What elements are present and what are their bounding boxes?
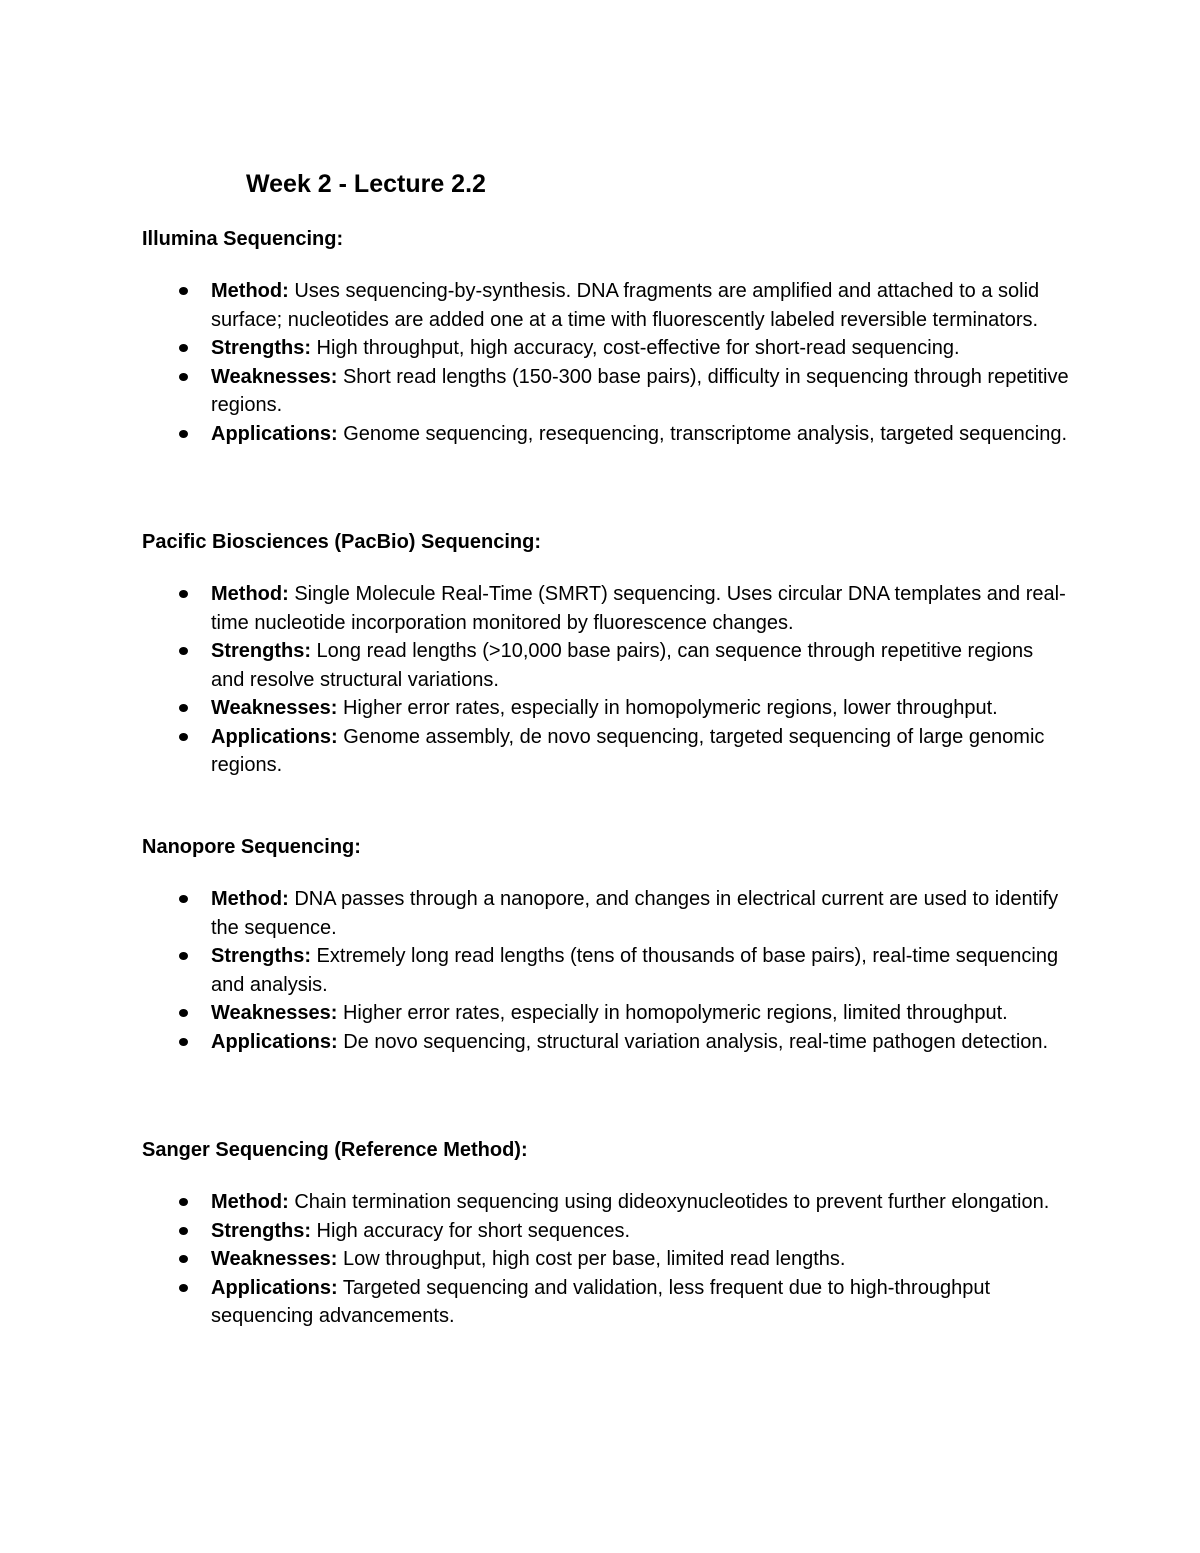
section-heading: Illumina Sequencing: — [142, 228, 344, 250]
item-text: Targeted sequencing and validation, less frequent due to high-throughput sequencing advancements. — [211, 1276, 990, 1327]
item-label: Strengths: — [211, 945, 311, 967]
list-item-applications — [142, 1274, 1072, 1331]
bullet-list — [142, 885, 1072, 1056]
item-text: Higher error rates, especially in homopolymeric regions, limited throughput. — [337, 1002, 1008, 1024]
bullet-list — [142, 277, 1072, 448]
bullet-icon — [179, 1009, 188, 1017]
bullet-icon — [179, 1198, 188, 1206]
item-text: Extremely long read lengths (tens of thousands of base pairs), real-time sequencing and analysis. — [211, 945, 1059, 996]
list-item-method — [142, 580, 1072, 637]
section-illumina — [142, 225, 1072, 448]
item-label: Strengths: — [211, 1219, 311, 1242]
list-item-applications — [142, 420, 1072, 449]
bullet-icon — [179, 590, 188, 598]
bullet-icon — [179, 344, 188, 352]
list-item-weaknesses — [142, 694, 1072, 723]
bullet-icon — [179, 704, 188, 712]
bullet-icon — [179, 1227, 188, 1235]
item-text: High accuracy for short sequences. — [311, 1219, 631, 1242]
item-label: Weaknesses: — [211, 365, 338, 388]
bullet-icon — [179, 1038, 188, 1046]
item-label: Method: — [211, 280, 289, 302]
list-item-weaknesses — [142, 1245, 1072, 1274]
item-label: Method: — [211, 583, 289, 605]
section-heading: Nanopore Sequencing: — [142, 836, 361, 858]
section-nanopore — [142, 833, 1072, 1056]
bullet-icon — [179, 373, 188, 381]
item-label: Strengths: — [211, 640, 311, 662]
item-text: Genome sequencing, resequencing, transcriptome analysis, targeted sequencing. — [337, 422, 1067, 445]
page-title: Week 2 - Lecture 2.2 — [246, 170, 486, 198]
item-label: Weaknesses: — [211, 1002, 338, 1024]
section-pacbio — [142, 528, 1072, 780]
list-item-strengths — [142, 942, 1072, 999]
item-text: High throughput, high accuracy, cost-effective for short-read sequencing. — [311, 337, 960, 359]
item-text: DNA passes through a nanopore, and changes in electrical current are used to identify the sequence. — [211, 888, 1059, 939]
bullet-icon — [179, 1255, 188, 1263]
item-label: Applications: — [211, 725, 338, 748]
item-text: Low throughput, high cost per base, limited read lengths. — [337, 1248, 846, 1270]
item-text: Higher error rates, especially in homopolymeric regions, lower throughput. — [337, 697, 998, 719]
item-text: Short read lengths (150-300 base pairs), difficulty in sequencing through repetitive regions. — [211, 365, 1069, 416]
list-item-applications — [142, 723, 1072, 780]
item-text: Genome assembly, de novo sequencing, targeted sequencing of large genomic regions. — [211, 725, 1045, 776]
bullet-icon — [179, 287, 188, 295]
section-heading: Sanger Sequencing (Reference Method): — [142, 1139, 528, 1161]
item-text: Uses sequencing-by-synthesis. DNA fragments are amplified and attached to a solid surface; nucleotides are added one at a time with fluorescently labeled reversible terminators. — [211, 280, 1040, 331]
bullet-icon — [179, 647, 188, 655]
list-item-weaknesses — [142, 999, 1072, 1028]
item-text: Chain termination sequencing using dideoxynucleotides to prevent further elongation. — [288, 1191, 1050, 1213]
item-text: De novo sequencing, structural variation analysis, real-time pathogen detection. — [337, 1030, 1049, 1053]
item-label: Applications: — [211, 1276, 338, 1299]
list-item-strengths — [142, 1217, 1072, 1246]
list-item-applications — [142, 1028, 1072, 1057]
item-label: Applications: — [211, 1030, 338, 1053]
bullet-icon — [179, 733, 188, 741]
list-item-strengths — [142, 334, 1072, 363]
item-label: Method: — [211, 1191, 289, 1213]
list-item-weaknesses — [142, 363, 1072, 420]
list-item-method — [142, 277, 1072, 334]
item-label: Weaknesses: — [211, 697, 338, 719]
item-label: Method: — [211, 888, 289, 910]
bullet-icon — [179, 1284, 188, 1292]
bullet-icon — [179, 952, 188, 960]
bullet-icon — [179, 895, 188, 903]
bullet-list — [142, 580, 1072, 780]
item-text: Single Molecule Real-Time (SMRT) sequencing. Uses circular DNA templates and real-time nucleotide incorporation monitored by fluorescence changes. — [211, 583, 1066, 634]
list-item-method — [142, 885, 1072, 942]
section-sanger — [142, 1136, 1072, 1331]
item-label: Weaknesses: — [211, 1248, 338, 1270]
list-item-strengths — [142, 637, 1072, 694]
list-item-method — [142, 1188, 1072, 1217]
section-heading: Pacific Biosciences (PacBio) Sequencing: — [142, 531, 542, 553]
item-label: Strengths: — [211, 337, 311, 359]
item-text: Long read lengths (>10,000 base pairs), can sequence through repetitive regions and resolve structural variations. — [211, 640, 1034, 691]
bullet-list — [142, 1188, 1072, 1331]
bullet-icon — [179, 430, 188, 438]
item-label: Applications: — [211, 422, 338, 445]
